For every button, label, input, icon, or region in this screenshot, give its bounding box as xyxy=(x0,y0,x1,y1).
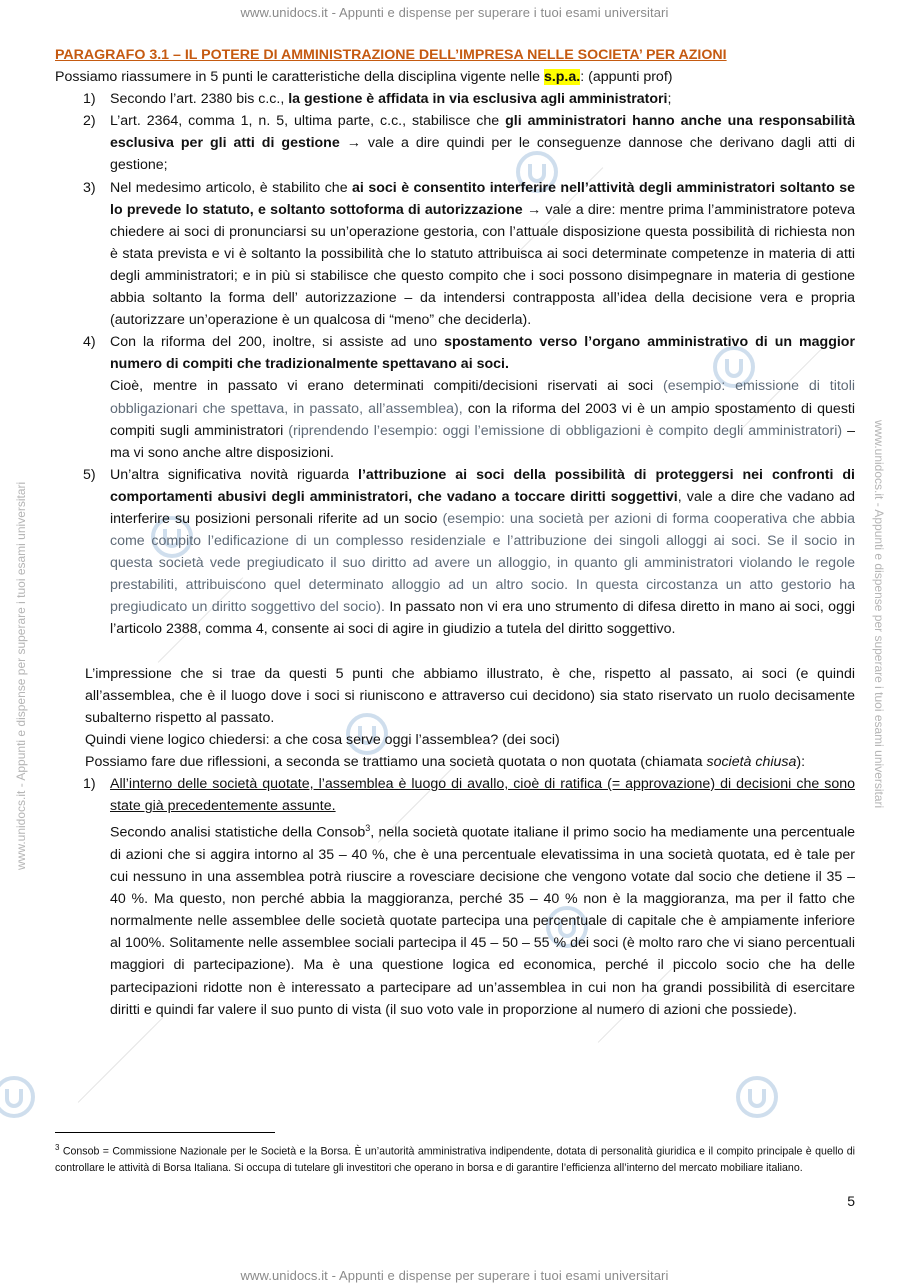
list-item: 1) All’interno delle società quotate, l’assemblea è luogo di avallo, cioè di ratifica (= approvazione) di decisioni che sono state già precedentemente assunte. Secondo analisi statistiche della Consob$^3$, nella società quotate italiane il primo socio ha mediamente una percentuale di azioni che si aggira intorno al 35 – 40 %, che è una percentuale elevatissima in una società quotata, ed è tale per cui nessuno in una assemblea potrà riuscire a rovesciare decisione che vengono votate dal socio che detiene il 35 – 40 %. Ma questo, non perché abbia la maggioranza, perché 35 – 40 % non è la maggioranza, ma per il fatto che normalmente nelle assemblee delle società quotate partecipa una percentuale di capitale che è ampiamente inferiore al 100%. Solitamente nelle assemblee sociali partecipa il 45 – 50 – 55 % dei soci (è molto raro che vi siano percentuali maggiori di partecipazione). Ma è una questione logica ed economica, perché il piccolo socio che ha delle partecipazioni ridotte non è interessato a partecipare ad un’assemblea in cui non ha grandi possibilità di esercitare diritti e quindi far valere il suo punto di vista (il suo voto vale in proporzione al numero di azioni che possiede). xyxy=(83,776,855,1018)
impression-paragraph: L’impressione che si trae da questi 5 punti che abbiamo illustrato, è che, rispetto al passato, ai soci (e quindi all’assemblea, che è il luogo dove i soci si riuniscono e attraverso cui decidono) sia stato riservato un ruolo decisamente subalterno rispetto al passato. xyxy=(85,665,855,726)
reflections-list xyxy=(55,773,855,1021)
list-item: 1) Secondo l’art. 2380 bis c.c., la gestione è affidata in via esclusiva agli amministratori; xyxy=(83,91,672,108)
watermark-line xyxy=(78,1017,164,1103)
side-watermark-right: www.unidocs.it - Appunti e dispense per superare i tuoi esami universitari xyxy=(872,420,886,809)
footnote: $^3$ Consob = Commissione Nazionale per le Società e la Borsa. È un’autorità amministrativa indipendente, dotata di personalità giuridica e il compito principale è quello di controllare le attività di Borsa Italiana. Si occupa di tutelare gli investitori che operano in borsa e di garantire l’efficienza all’interno del mercato mobiliare italiano. xyxy=(55,1143,855,1174)
question-paragraph: Quindi viene logico chiedersi: a che cosa serve oggi l’assemblea? (dei soci) xyxy=(85,731,560,748)
footer-watermark[interactable]: www.unidocs.it - Appunti e dispense per superare i tuoi esami universitari xyxy=(240,1268,669,1283)
list-item: 3) Nel medesimo articolo, è stabilito che ai soci è consentito interferire nell’attività degli amministratori soltanto se lo prevede lo statuto, e soltanto sottoforma di autorizzazione → vale a dire: mentre prima l’amministratore poteva chiedere ai soci di pronunciarsi su un’operazione gestoria, con l’attuale disposizione questa possibilità di richiesta non è stata prevista e vi è soltanto la possibilità che lo statuto attribuisca ai soci determinate competenze in materia di atti degli amministratori; e in più si stabilisce che questo compito che i soci possono disimpegnare in materia di gestione abbia soltanto la forma dell’ autorizzazione – da intendersi contrapposta all’idea della decisione vera e propria (autorizzare un’operazione è un qualcosa di “meno” che deciderla). xyxy=(83,179,855,329)
intro-paragraph: Possiamo riassumere in 5 punti le caratteristiche della disciplina vigente nelle s.p.a.: (appunti prof) xyxy=(55,69,673,86)
list-item: 4) Con la riforma del 200, inoltre, si assiste ad uno spostamento verso l’organo amministrativo di un maggior numero di compiti che tradizionalmente spettavano ai soci. Cioè, mentre in passato vi erano determinati compiti/decisioni riservati ai soci (esempio: emissione di titoli obbligazionari che spettava, in passato, all’assemblea), con la riforma del 2003 vi è un ampio spostamento di questi compiti sugli amministratori (riprendendo l’esempio: oggi l’emissione di obbligazioni è compito degli amministratori) – ma vi sono anche altre disposizioni. xyxy=(83,334,856,461)
characteristics-list xyxy=(55,88,855,640)
footnote-ref[interactable]: 3 xyxy=(365,823,371,834)
side-watermark-left: www.unidocs.it - Appunti e dispense per superare i tuoi esami universitari xyxy=(14,481,28,870)
header-watermark[interactable]: www.unidocs.it - Appunti e dispense per superare i tuoi esami universitari xyxy=(240,5,669,20)
list-item: 5) Un’altra significativa novità riguarda l’attribuzione ai soci della possibilità di proteggersi nei confronti di comportamenti abusivi degli amministratori, che vadano a toccare diritti soggettivi, vale a dire che vadano ad interferire su posizioni personali riferite ad un socio (esempio: una società per azioni di forma cooperativa che abbia come compito l’edificazione di un complesso residenziale e l’attribuzione dei singoli alloggi ai soci. Se il socio in questa società vede pregiudicato il suo diritto ad avere un alloggio, in quanto gli amministratori violando le regole prestabiliti, attribuiscono quel determinato alloggio ad un altro socio. In questa circostanza un atto gestorio ha pregiudicato un diritto soggettivo del socio). In passato non vi era uno strumento di difesa diretto in mano ai soci, oggi l’articolo 2388, comma 4, consente ai soci di agire in giudizio a tutela del diritto soggettivo. xyxy=(83,466,856,638)
reflections-paragraph: Possiamo fare due riflessioni, a seconda se trattiamo una società quotata o non quotata (chiamata società chiusa): xyxy=(85,753,806,770)
unidocs-logo-icon xyxy=(735,1075,779,1119)
list-item: 2) L’art. 2364, comma 1, n. 5, ultima parte, c.c., stabilisce che gli amministratori hanno anche una responsabilità esclusiva per gli atti di gestione → vale a dire quindi per le conseguenze dannose che derivano dagli atti di gestione; xyxy=(83,113,855,174)
footnote-separator xyxy=(55,1132,275,1133)
unidocs-logo-icon xyxy=(0,1075,36,1119)
highlighted-term: s.p.a. xyxy=(543,69,581,86)
section-title: PARAGRAFO 3.1 – IL POTERE DI AMMINISTRAZIONE DELL’IMPRESA NELLE SOCIETA’ PER AZIONI xyxy=(55,47,727,63)
document-body xyxy=(55,44,855,1021)
page-number: 5 xyxy=(847,1193,855,1209)
